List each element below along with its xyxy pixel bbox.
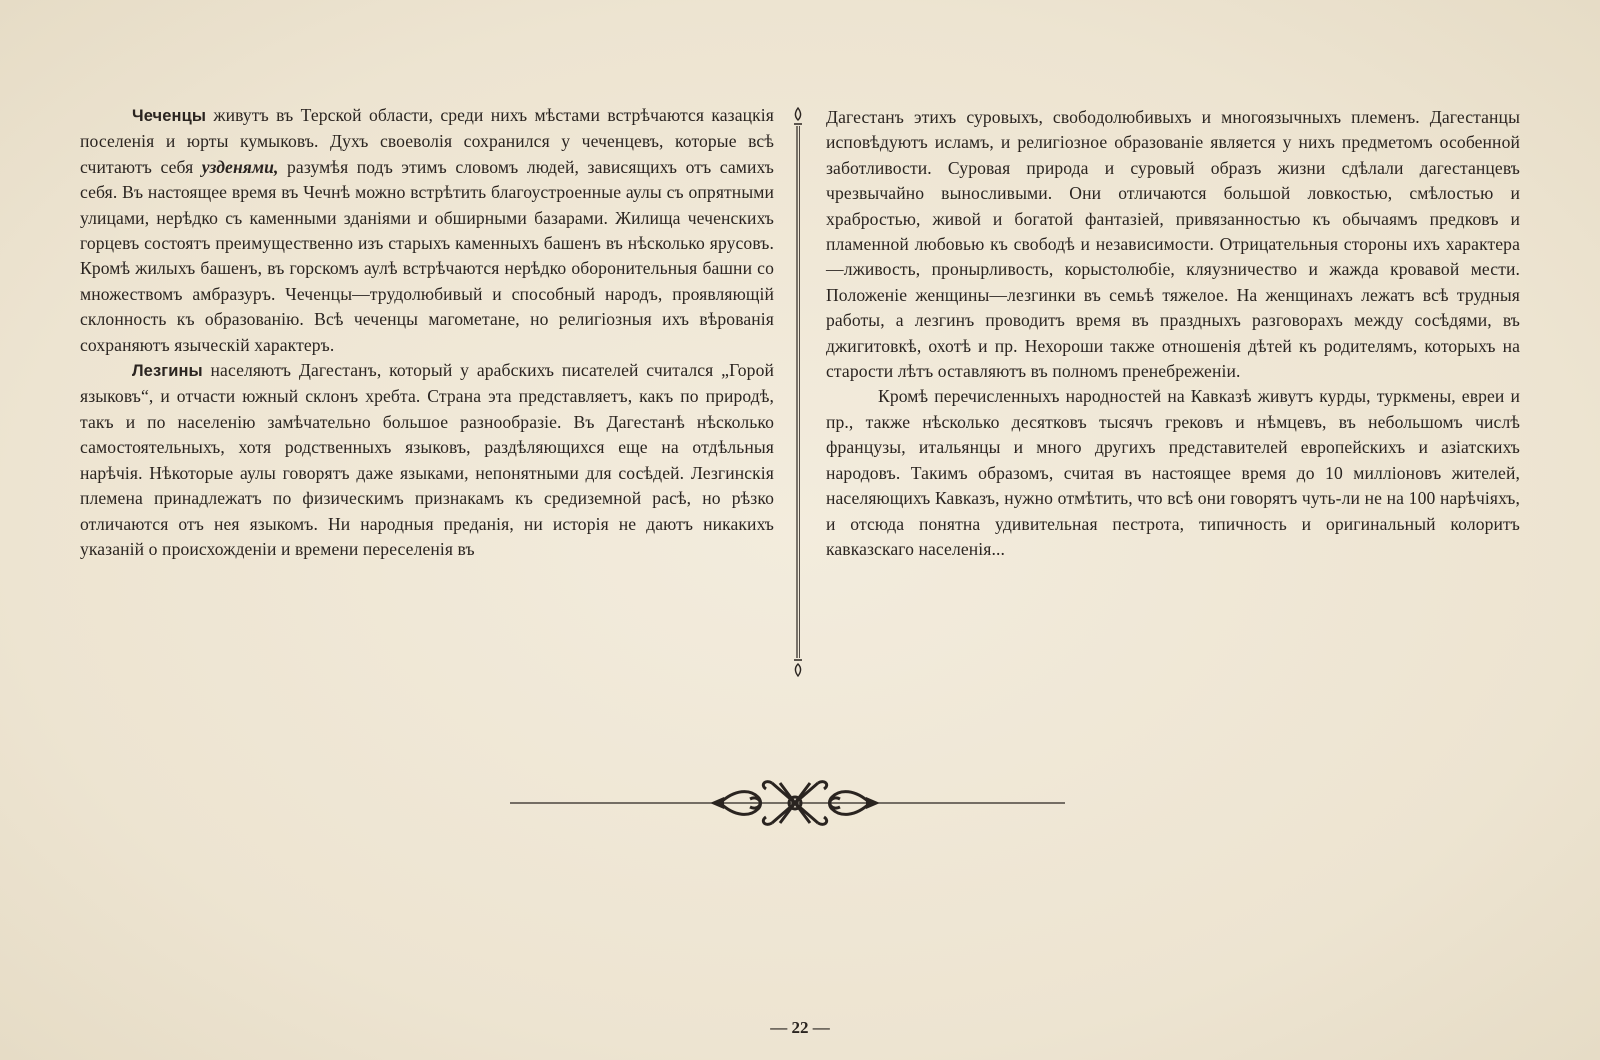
paragraph-text: живутъ въ Терской области, среди нихъ мѣстами встрѣчаются казацкія поселенія и юрты кумыковъ. Духъ своеволія сохранился у чеченцевъ, которые всѣ считаютъ себя	[80, 105, 774, 177]
page-number: — 22 —	[770, 1018, 830, 1037]
paragraph-dagestan-continued: Дагестанъ этихъ суровыхъ, свободолюбивыхъ и многоязычныхъ племенъ. Дагестанцы исповѣдуютъ исламъ, и религіозное образованіе является у нихъ предметомъ особенной заботливости. Суровая природа и суровый образъ жизни сдѣлали дагестанцевъ чрезвычайно выносливыми. Они отличаются большой ловкостью, смѣлостью и храбростью, живой и богатой фантазіей, привязанностью къ обычаямъ предковъ и пламенной любовью къ свободѣ и независимости. Отрицательныя стороны ихъ характера—лживость, пронырливость, корыстолюбіе, кляузничество и жажда кровавой мести. Положеніе женщины—лезгинки въ семьѣ тяжелое. На женщинахъ лежатъ всѣ трудныя работы, а лезгинъ проводитъ время въ праздныхъ разговорахъ между сосѣдями, въ джигитовкѣ, охотѣ и пр. Нехороши также отношенія дѣтей къ родителямъ, которыхъ на старости лѣтъ оставляютъ въ полномъ пренебреженіи.	[826, 107, 1520, 382]
italic-term: узденями,	[201, 156, 279, 177]
left-text-column	[80, 103, 774, 562]
paragraph-text: населяютъ Дагестанъ, который у арабскихъ писателей считался „Горой языковъ“, и отчасти южный склонъ хребта. Страна эта представляетъ, какъ по природѣ, такъ и по населенію замѣчательно большое разнообразіе. Въ Дагестанѣ нѣсколько самостоятельныхъ, хотя родственныхъ языковъ, раздѣляющихся еще на отдѣльныя нарѣчія. Нѣкоторые аулы говорятъ даже языками, непонятными для сосѣдей. Лезгинскія племена принадлежатъ по физическимъ признакамъ къ средиземной расѣ, но рѣзко отличаются отъ нея языкомъ. Ни народныя преданія, ни исторія не даютъ никакихъ указаній о происхожденіи и времени переселенія въ	[80, 360, 774, 559]
paragraph-chechens	[80, 103, 774, 358]
right-text-column	[826, 105, 1520, 562]
column-divider	[792, 106, 804, 678]
paragraph-other-peoples: Кромѣ перечисленныхъ народностей на Кавказѣ живутъ курды, туркмены, евреи и пр., также нѣсколько десятковъ тысячъ грековъ и нѣмцевъ, въ небольшомъ числѣ французы, итальянцы и много другихъ представителей европейскихъ и азіатскихъ народовъ. Такимъ образомъ, считая въ настоящее время до 10 милліоновъ жителей, населяющихъ Кавказъ, нужно отмѣтить, что всѣ они говорятъ чуть-ли не на 100 нарѣчіяхъ, и отсюда понятна удивительная пестрота, типичность и оригинальный колоритъ кавказскаго населенія...	[826, 386, 1520, 559]
paragraph-text: разумѣя подъ этимъ словомъ людей, зависящихъ отъ самихъ себя. Въ настоящее время въ Чечнѣ можно встрѣтить благоустроенные аулы съ опрятными улицами, нерѣдко съ каменными зданіями и обширными базарами. Жилища чеченскихъ горцевъ состоятъ преимущественно изъ старыхъ каменныхъ башенъ въ нѣсколько ярусовъ. Кромѣ жилыхъ башенъ, въ горскомъ аулѣ встрѣчаются нерѣдко оборонительныя башни со множествомъ амбразуръ. Чеченцы—трудолюбивый и способный народъ, проявляющій склонность къ образованію. Всѣ чеченцы магометане, но религіозныя ихъ вѣрованія сохраняютъ языческій характеръ.	[80, 156, 774, 355]
paragraph-lead-chechens: Чеченцы	[132, 107, 207, 125]
paragraph-lezgins	[80, 358, 774, 562]
decorative-ornament-icon	[510, 775, 1080, 835]
paragraph-lead-lezgins: Лезгины	[132, 362, 203, 381]
